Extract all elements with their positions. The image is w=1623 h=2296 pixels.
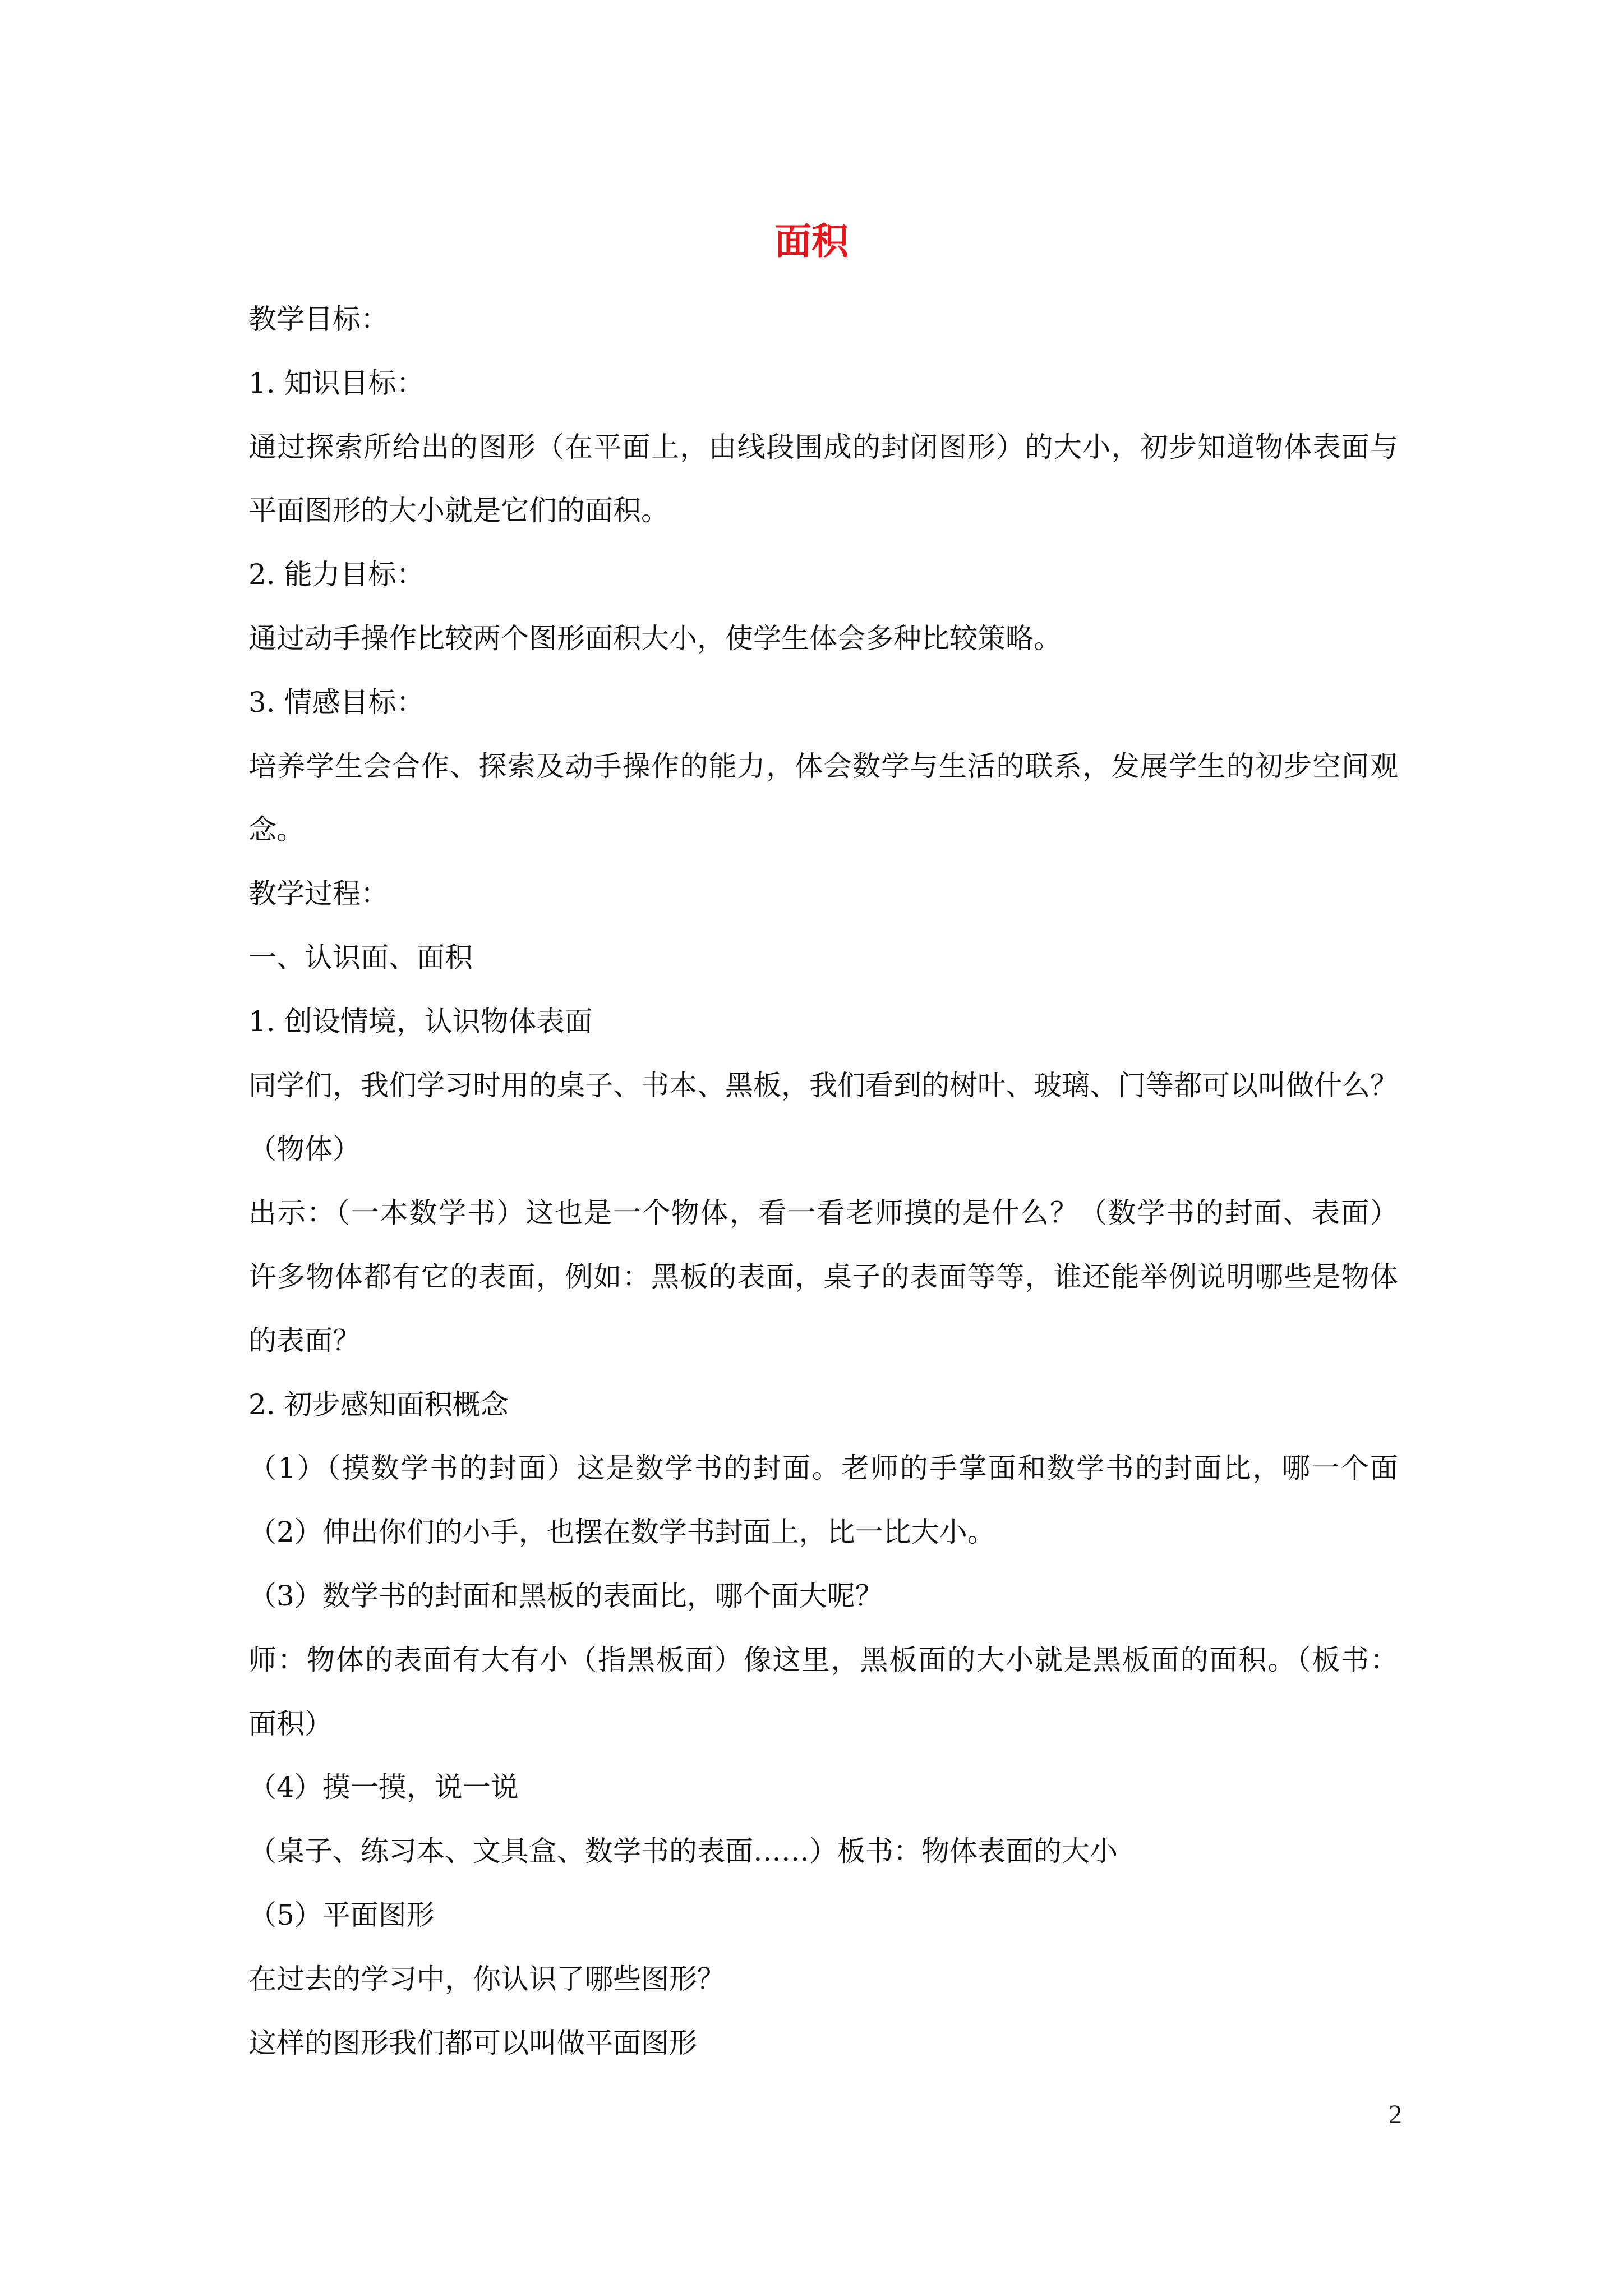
text-line: 通过探索所给出的图形（在平面上，由线段围成的封闭图形）的大小，初步知道物体表面与 [248, 430, 1398, 463]
text-line: （5）平面图形 [248, 1898, 435, 1931]
text-line: 这样的图形我们都可以叫做平面图形 [248, 2026, 697, 2059]
page-title: 面积 [774, 219, 849, 263]
text-line: （桌子、练习本、文具盒、数学书的表面……）板书：物体表面的大小 [248, 1835, 1118, 1868]
text-line: 在过去的学习中，你认识了哪些图形？ [248, 1962, 725, 1995]
text-line: （2）伸出你们的小手，也摆在数学书封面上，比一比大小。 [248, 1516, 995, 1549]
text-line: 的表面？ [248, 1324, 361, 1357]
text-line: （3）数学书的封面和黑板的表面比，哪个面大呢？ [248, 1579, 883, 1612]
text-line: （1）（摸数学书的封面）这是数学书的封面。老师的手掌面和数学书的封面比，哪一个面 [248, 1452, 1398, 1485]
text-line: 念。 [248, 813, 305, 846]
text-line: 3. 情感目标： [248, 685, 425, 719]
text-line: 平面图形的大小就是它们的面积。 [248, 494, 669, 527]
text-line: 2. 初步感知面积概念 [248, 1388, 509, 1421]
text-line: 1. 知识目标： [248, 366, 425, 399]
text-line: 培养学生会合作、探索及动手操作的能力，体会数学与生活的联系，发展学生的初步空间观 [248, 749, 1398, 783]
text-line: （4）摸一摸，说一说 [248, 1771, 519, 1804]
document-body [248, 288, 1398, 2075]
text-line: 通过动手操作比较两个图形面积大小，使学生体会多种比较策略。 [248, 622, 1062, 655]
text-line: 同学们，我们学习时用的桌子、书本、黑板，我们看到的树叶、玻璃、门等都可以叫做什么？ [248, 1069, 1398, 1102]
text-line: 2. 能力目标： [248, 558, 425, 591]
text-line: 师：物体的表面有大有小（指黑板面）像这里，黑板面的大小就是黑板面的面积。（板书： [248, 1643, 1398, 1676]
text-line: 许多物体都有它的表面，例如：黑板的表面，桌子的表面等等，谁还能举例说明哪些是物体 [248, 1260, 1398, 1293]
text-line: 教学目标： [248, 303, 389, 335]
text-line: （物体） [248, 1133, 361, 1166]
page-number: 2 [1389, 2100, 1402, 2129]
text-line: 一、认识面、面积 [248, 941, 473, 974]
text-line: 1. 创设情境，认识物体表面 [248, 1005, 593, 1038]
text-line: 出示：（一本数学书）这也是一个物体，看一看老师摸的是什么？（数学书的封面、表面） [248, 1197, 1398, 1230]
text-line: 面积） [248, 1707, 333, 1740]
text-line: 教学过程： [248, 877, 389, 910]
